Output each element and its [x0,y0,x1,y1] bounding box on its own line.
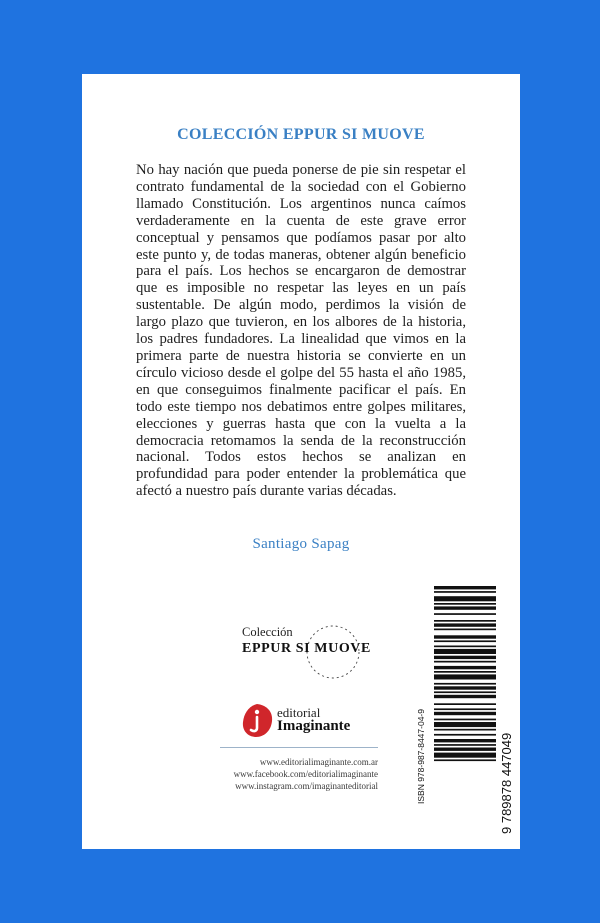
isbn-barcode [414,564,514,844]
barcode-bar [434,613,496,615]
barcode-digits: 9 789878 447049 [499,732,514,834]
barcode-bar [434,719,496,721]
barcode-bar [434,753,496,758]
barcode-bar [434,649,496,654]
barcode-bar [434,656,496,659]
barcode-bar [434,686,496,689]
barcode-bar [434,596,496,601]
barcode-bar [434,722,496,727]
isbn-text: ISBN 978-987-8447-04-9 [416,709,426,804]
barcode-bar [434,708,496,710]
barcode-bar [434,748,496,751]
barcode-bar [434,695,496,698]
barcode-bar [434,674,496,679]
barcode-bar [434,691,496,693]
website-link[interactable]: www.editorialimaginante.com.ar [259,757,378,767]
barcode-bar [434,591,496,593]
collection-heading: COLECCIÓN EPPUR SI MUOVE [177,126,425,143]
barcode-bar [434,729,496,731]
barcode-bar [434,635,496,638]
barcode-bar [434,739,496,742]
facebook-link[interactable]: www.facebook.com/editorialimaginante [233,769,378,779]
barcode-bar [434,620,496,622]
barcode-bar [434,744,496,746]
author-name: Santiago Sapag [252,536,350,552]
barcode-bar [434,712,496,715]
synopsis-text: No hay nación que pueda ponerse de pie sin respetar el contrato fundamental de la sociedad con el Gobierno llamado Constitución. Los argentinos nunca caímos verdaderamente en la cuenta de este grave error conceptual y pensamos que podíamos pasar por alto este punto y, de todas maneras, obtener algún beneficio para el país. Los hechos se encargaron de demostrar que es imposible no respetar las leyes en un país sustentable. De algún modo, perdimos la visión de largo plazo que tuvieron, en los albores de la historia, los padres fundadores. La linealidad que vimos en la primera parte de nuestra historia se convierte en un círculo vicioso desde el golpe del 55 hasta el año 1985, en que conseguimos finalmente pacificar el país. En todo este tiempo nos debatimos entre golpes militares, elecciones y guerras hasta que con la vuelta a la democracia retomamos la senda de la reconstrucción nacional. Todos estos hechos se analizan en profundidad para poder entender la problemática que afectó a nuestro país durante varias décadas. [136,162,466,500]
barcode-icon [414,564,514,844]
publisher-links [220,756,378,792]
barcode-bar [434,603,496,605]
barcode-bar [434,671,496,673]
publisher-small-label: editorial [277,705,321,720]
barcode-bar [434,586,496,589]
barcode-bar [434,629,496,631]
barcode-bar [434,623,496,626]
barcode-bar [434,666,496,669]
barcode-bar [434,646,496,648]
barcode-bar [434,606,496,609]
barcode-bar [434,640,496,642]
barcode-bar [434,683,496,685]
barcode-bar [434,759,496,761]
instagram-link[interactable]: www.instagram.com/imaginanteditorial [235,781,378,791]
barcode-bar [434,703,496,705]
barcode-bar [434,734,496,736]
publisher-name: Imaginante [277,718,351,734]
barcode-bar [434,661,496,663]
collection-label: Colección [242,625,293,639]
divider [220,747,378,748]
collection-name: EPPUR SI MUOVE [242,641,371,656]
imaginante-logo-icon [240,701,274,739]
